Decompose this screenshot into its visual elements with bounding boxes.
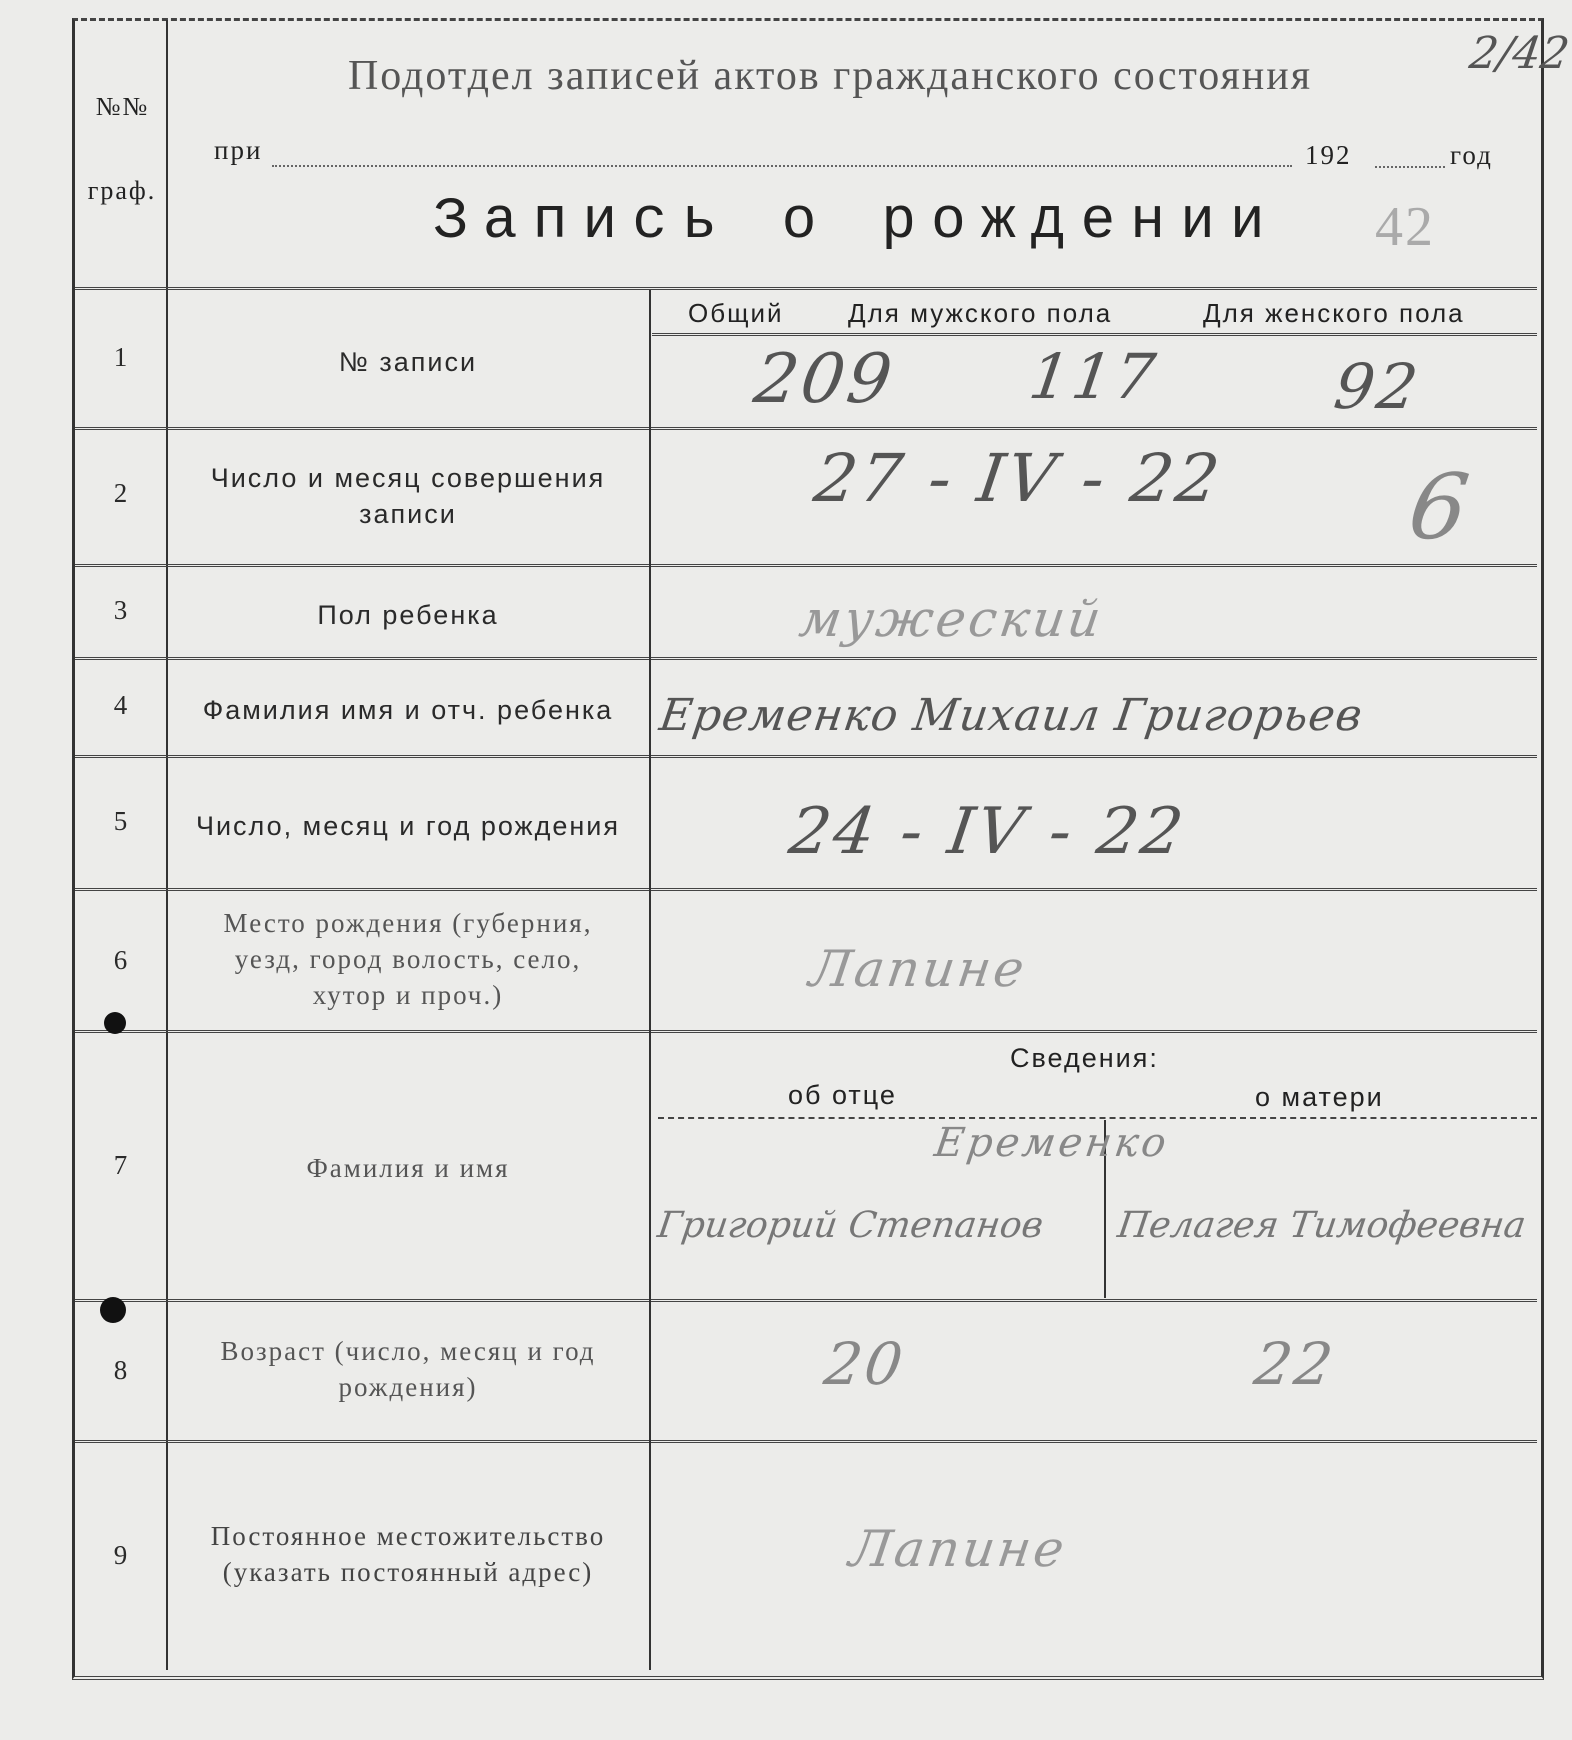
parents-header-divider	[658, 1117, 1537, 1119]
father-name: Григорий Степанов	[655, 1205, 1046, 1246]
row-number: 2	[113, 478, 128, 508]
row-number: 9	[113, 1540, 128, 1570]
birth-date: 24 - IV - 22	[784, 795, 1191, 869]
parents-surname: Еременко	[931, 1120, 1172, 1166]
record-number-general: 209	[749, 340, 900, 419]
row-label: Фамилия и имя	[306, 1153, 510, 1183]
year-field	[1375, 166, 1445, 168]
corner-number: 2/42	[1466, 28, 1572, 79]
father-label: об отце	[788, 1080, 897, 1110]
row-divider	[75, 564, 1537, 567]
child-sex: мужеский	[795, 590, 1108, 648]
row-label: Число, месяц и год рождения	[195, 811, 620, 841]
row-number: 1	[113, 342, 128, 372]
row-label: Фамилия имя и отч. ребенка	[202, 695, 614, 725]
info-label: Сведения:	[1010, 1043, 1159, 1073]
row-divider	[75, 888, 1537, 891]
row-number: 6	[113, 945, 128, 975]
record-page-number: 42	[1375, 196, 1435, 258]
row-label: Число и месяц совершения записи	[210, 463, 606, 529]
pri-field	[272, 165, 1292, 167]
column-header-divider	[652, 333, 1537, 336]
child-name: Еременко Михаил Григорьев	[656, 690, 1367, 741]
row-number: 3	[113, 595, 128, 625]
row-label: Пол ребенка	[317, 600, 499, 630]
row-label: Постоянное местожительство (указать постоянный адрес)	[210, 1521, 606, 1587]
row-number: 4	[113, 690, 128, 720]
row-label: Возраст (число, месяц и год рождения)	[220, 1336, 596, 1402]
row-divider	[75, 427, 1537, 430]
punch-hole	[104, 1012, 126, 1034]
row-label: № записи	[338, 347, 478, 377]
record-number-male: 117	[1024, 340, 1163, 413]
row-divider	[75, 657, 1537, 660]
year-prefix: 192	[1305, 140, 1352, 170]
row-divider	[75, 1440, 1537, 1443]
row-divider	[75, 287, 1537, 290]
residence: Лапине	[845, 1520, 1071, 1578]
mother-label: о матери	[1255, 1082, 1384, 1112]
row-number: 8	[113, 1355, 128, 1385]
mother-age: 22	[1250, 1330, 1340, 1398]
pri-label: при	[214, 135, 263, 165]
row-number: 5	[113, 806, 128, 836]
form-title: Подотдел записей актов гражданского состояния	[347, 53, 1313, 99]
record-title: Запись о рождении	[433, 190, 1280, 255]
punch-hole	[100, 1297, 126, 1323]
mother-name: Пелагея Тимофеевна	[1115, 1205, 1529, 1246]
birth-place: Лапине	[805, 940, 1031, 998]
graf-label: граф.	[87, 176, 157, 205]
year-suffix: год	[1450, 140, 1493, 170]
record-mark: 6	[1402, 455, 1478, 560]
row-divider	[75, 1299, 1537, 1302]
row-divider	[75, 755, 1537, 758]
column-female: Для женского пола	[1203, 298, 1465, 328]
numbers-label: №№	[95, 92, 150, 121]
row-divider	[75, 1030, 1537, 1033]
column-general: Общий	[688, 298, 784, 328]
column-male: Для мужского пола	[848, 298, 1113, 328]
row-number: 7	[113, 1150, 128, 1180]
record-number-female: 92	[1329, 350, 1426, 423]
record-date: 27 - IV - 22	[809, 440, 1227, 517]
column-divider	[166, 20, 168, 1670]
row-label: Место рождения (губерния, уезд, город волость, село, хутор и проч.)	[223, 908, 593, 1010]
column-divider	[649, 290, 651, 1670]
father-age: 20	[820, 1330, 910, 1398]
